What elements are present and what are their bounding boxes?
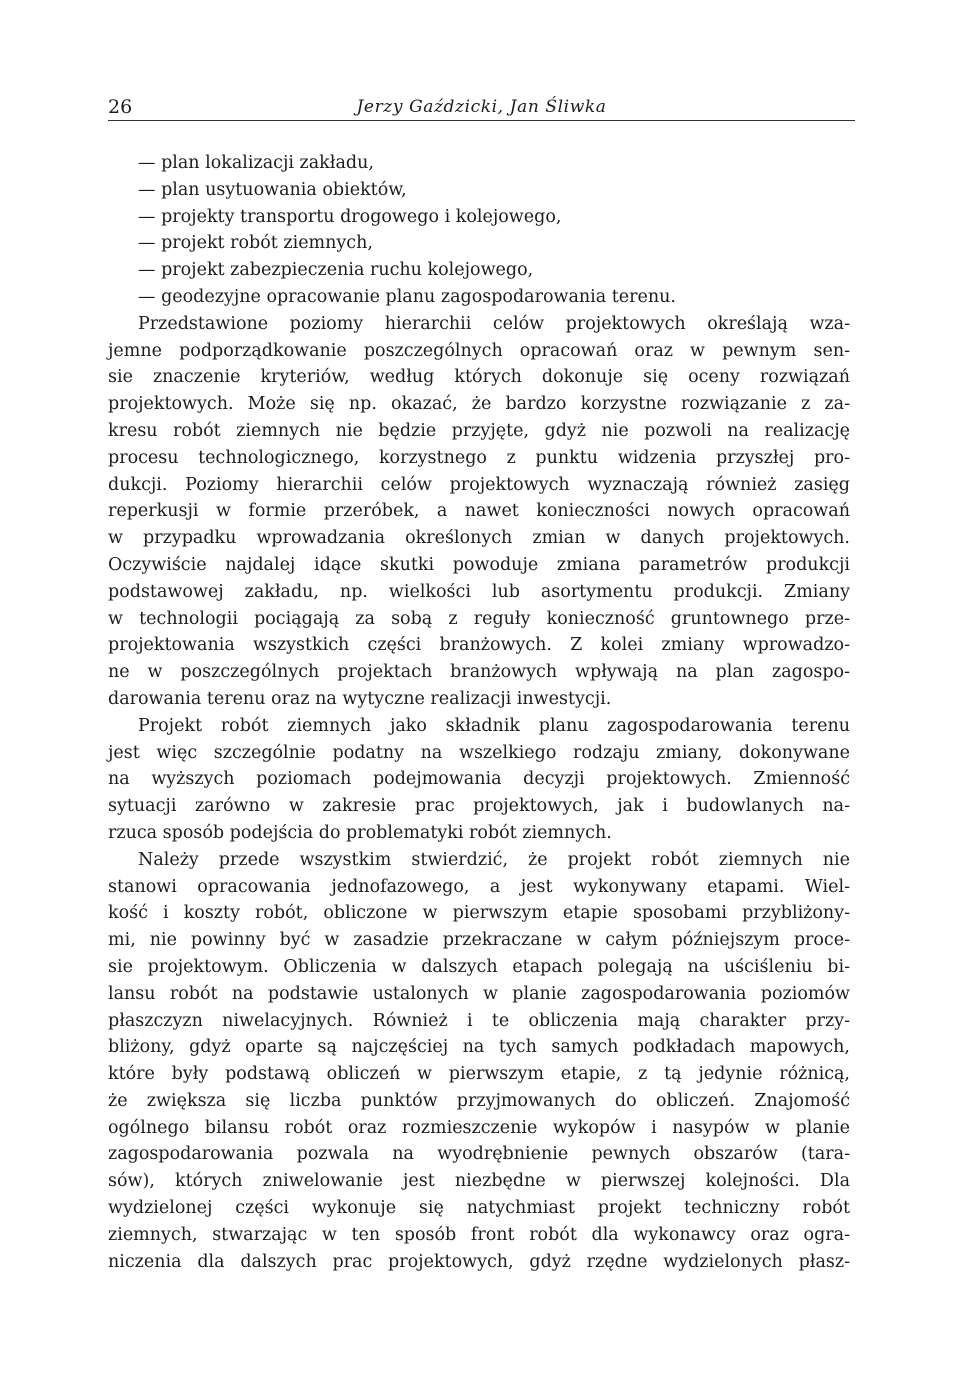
running-head: Jerzy Gaździcki, Jan Śliwka xyxy=(356,97,607,117)
list-item: — geodezyjne opracowanie planu zagospodarowania terenu. xyxy=(138,286,676,307)
text-line: ne w poszczególnych projektach branżowych wpływają na plan zagospo- xyxy=(108,662,850,683)
text-line: kość i koszty robót, obliczone w pierwszym etapie sposobami przybliżony- xyxy=(108,903,850,924)
list-item: — projekty transportu drogowego i kolejowego, xyxy=(138,206,562,227)
text-line: kresu robót ziemnych nie będzie przyjęte, gdyż nie pozwoli na realizację xyxy=(108,420,850,441)
page-number: 26 xyxy=(108,96,133,118)
paragraph-3 xyxy=(108,847,850,1276)
text-line: że zwiększa się liczba punktów przyjmowanych do obliczeń. Znajomość xyxy=(108,1090,850,1111)
paragraph-1 xyxy=(108,311,850,713)
text-line: Oczywiście najdalej idące skutki powoduje zmiana parametrów produkcji xyxy=(108,554,850,575)
text-line: stanowi opracowania jednofazowego, a jest wykonywany etapami. Wiel- xyxy=(108,876,850,897)
text-line: w technologii pociągają za sobą z reguły konieczność gruntownego prze- xyxy=(108,608,850,629)
text-line: rzuca sposób podejścia do problematyki robót ziemnych. xyxy=(108,822,612,843)
text-line: jemne podporządkowanie poszczególnych opracowań oraz w pewnym sen- xyxy=(108,340,850,361)
text-line: procesu technologicznego, korzystnego z punktu widzenia przyszłej pro- xyxy=(108,447,850,468)
text-line: niczenia dla dalszych prac projektowych, gdyż rzędne wydzielonych płasz- xyxy=(108,1251,850,1272)
paragraph-2 xyxy=(108,713,850,847)
text-line: projektowania wszystkich części branżowych. Z kolei zmiany wprowadzo- xyxy=(108,635,850,656)
text-line: sytuacji zarówno w zakresie prac projektowych, jak i budowlanych na- xyxy=(108,796,850,817)
text-line: w przypadku wprowadzania określonych zmian w danych projektowych. xyxy=(108,528,850,549)
text-line: lansu robót na podstawie ustalonych w planie zagospodarowania poziomów xyxy=(108,983,850,1004)
text-line: dukcji. Poziomy hierarchii celów projektowych wyznaczają również zasięg xyxy=(108,474,850,495)
body-text xyxy=(108,150,850,1275)
text-line: jest więc szczególnie podatny na wszelkiego rodzaju zmiany, dokonywane xyxy=(108,742,850,763)
text-line: projektowych. Może się np. okazać, że bardzo korzystne rozwiązanie z za- xyxy=(108,394,850,415)
text-line: które były podstawą obliczeń w pierwszym etapie, z tą jedynie różnicą, xyxy=(108,1064,850,1085)
text-line: reperkusji w formie przeróbek, a nawet konieczności nowych opracowań xyxy=(108,501,850,522)
text-line: mi, nie powinny być w zasadzie przekraczane w całym późniejszym proce- xyxy=(108,930,850,951)
text-line: podstawowej zakładu, np. wielkości lub asortymentu produkcji. Zmiany xyxy=(108,581,850,602)
text-line: Przedstawione poziomy hierarchii celów projektowych określają wza- xyxy=(138,313,850,334)
list-item: — projekt robót ziemnych, xyxy=(138,233,373,254)
text-line: sów), których zniwelowanie jest niezbędne w pierwszej kolejności. Dla xyxy=(108,1171,850,1192)
text-line: Projekt robót ziemnych jako składnik planu zagospodarowania terenu xyxy=(138,715,850,736)
text-line: wydzielonej części wykonuje się natychmiast projekt techniczny robót xyxy=(108,1198,850,1219)
page-header xyxy=(108,96,855,121)
list-item: — projekt zabezpieczenia ruchu kolejowego, xyxy=(138,260,534,281)
list-item: — plan lokalizacji zakładu, xyxy=(138,153,374,173)
text-line: darowania terenu oraz na wytyczne realizacji inwestycji. xyxy=(108,688,612,709)
text-line: sie projektowym. Obliczenia w dalszych etapach polegają na uściśleniu bi- xyxy=(108,956,850,977)
text-line: płaszczyzn niwelacyjnych. Również i te obliczenia mają charakter przy- xyxy=(108,1010,850,1031)
text-line: na wyższych poziomach podejmowania decyzji projektowych. Zmienność xyxy=(108,769,850,790)
list-item: — plan usytuowania obiektów, xyxy=(138,179,407,200)
text-line: ziemnych, stwarzając w ten sposób front robót dla wykonawcy oraz ogra- xyxy=(108,1224,850,1245)
text-line: ogólnego bilansu robót oraz rozmieszczenie wykopów i nasypów w planie xyxy=(108,1117,850,1138)
bullet-list xyxy=(108,150,850,311)
text-line: Należy przede wszystkim stwierdzić, że projekt robót ziemnych nie xyxy=(138,849,850,870)
text-line: sie znaczenie kryteriów, według których dokonuje się oceny rozwiązań xyxy=(108,367,850,388)
text-line: zagospodarowania pozwala na wyodrębnienie pewnych obszarów (tara- xyxy=(108,1144,850,1165)
text-line: bliżony, gdyż oparte są najczęściej na tych samych podkładach mapowych, xyxy=(108,1037,850,1058)
